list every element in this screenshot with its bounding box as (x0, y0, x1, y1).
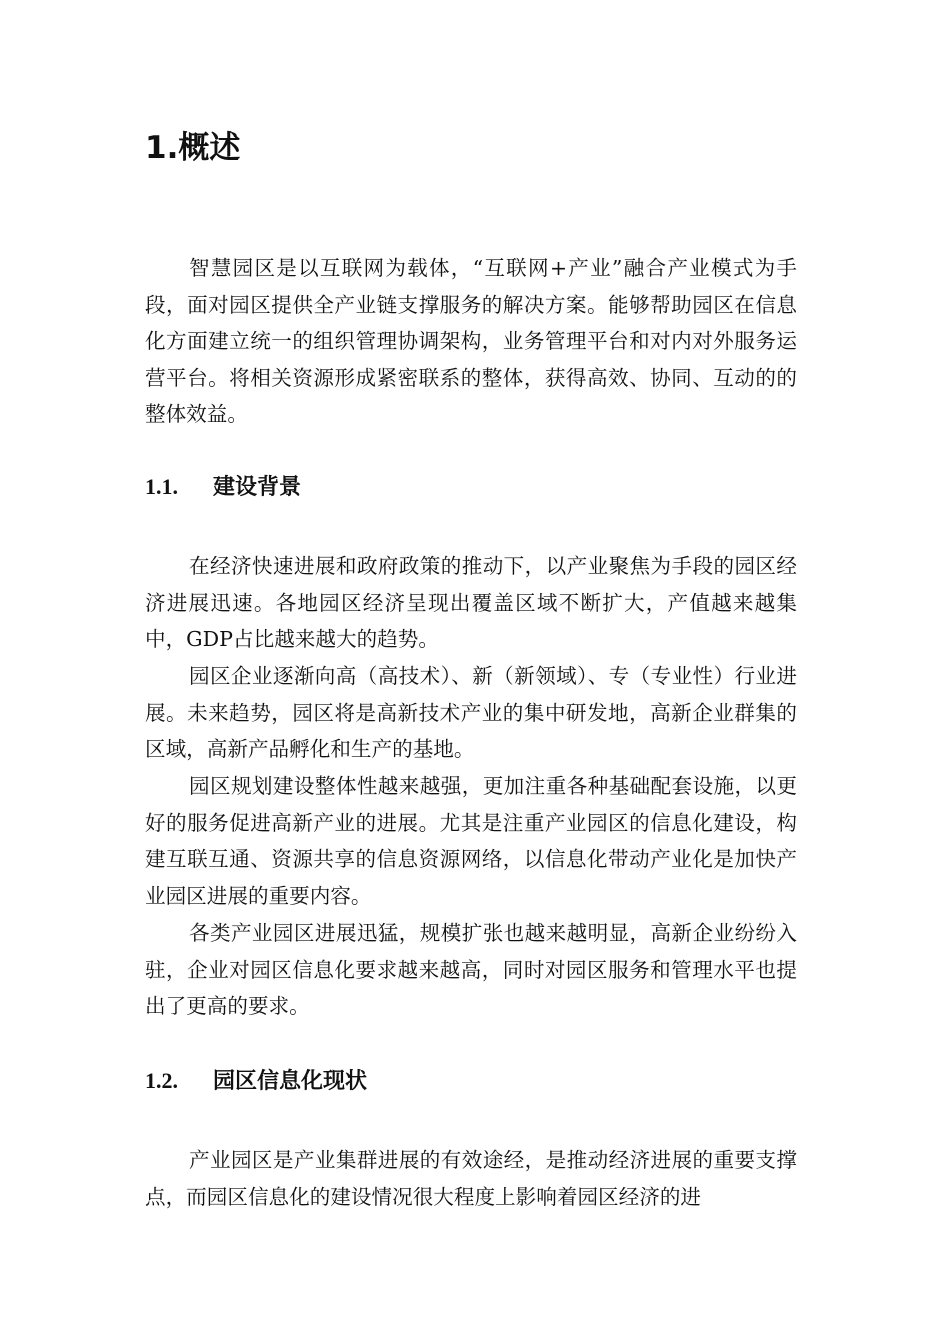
section-heading-1-2 (145, 1066, 367, 1097)
section-number: 1.1. (145, 474, 178, 499)
section-heading-1-1 (145, 472, 301, 503)
section-number: 1.2. (145, 1068, 178, 1093)
section-1-2-paragraph-1: 产业园区是产业集群进展的有效途经，是推动经济进展的重要支撑点，而园区信息化的建设情况很大程度上影响着园区经济的进 (145, 1148, 797, 1209)
section-title: 园区信息化现状 (213, 1069, 368, 1094)
section-1-1-paragraph-1: 在经济快速进展和政府政策的推动下，以产业聚焦为手段的园区经济进展迅速。各地园区经济呈现出覆盖区域不断扩大，产值越来越集中，GDP占比越来越大的趋势。 (145, 554, 797, 652)
section-1-1-paragraph-2: 园区企业逐渐向高（高技术）、新（新领域）、专（专业性）行业进展。未来趋势，园区将是高新技术产业的集中研发地，高新企业群集的区域，高新产品孵化和生产的基地。 (145, 664, 797, 762)
section-1-1-paragraph-4: 各类产业园区进展迅猛，规模扩张也越来越明显，高新企业纷纷入驻，企业对园区信息化要求越来越高，同时对园区服务和管理水平也提出了更高的要求。 (145, 921, 797, 1019)
section-1-1-paragraph-3: 园区规划建设整体性越来越强，更加注重各种基础配套设施，以更好的服务促进高新产业的进展。尤其是注重产业园区的信息化建设，构建互联互通、资源共享的信息资源网络，以信息化带动产业化是加快产业园区进展的重要内容。 (145, 774, 797, 908)
section-title: 建设背景 (213, 475, 302, 500)
intro-paragraph: 智慧园区是以互联网为载体，“互联网+产业”融合产业模式为手段，面对园区提供全产业链支撑服务的解决方案。能够帮助园区在信息化方面建立统一的组织管理协调架构，业务管理平台和对内对外服务运营平台。将相关资源形成紧密联系的整体，获得高效、协同、互动的的整体效益。 (145, 256, 797, 427)
chapter-title: 1.概述 (145, 130, 241, 166)
